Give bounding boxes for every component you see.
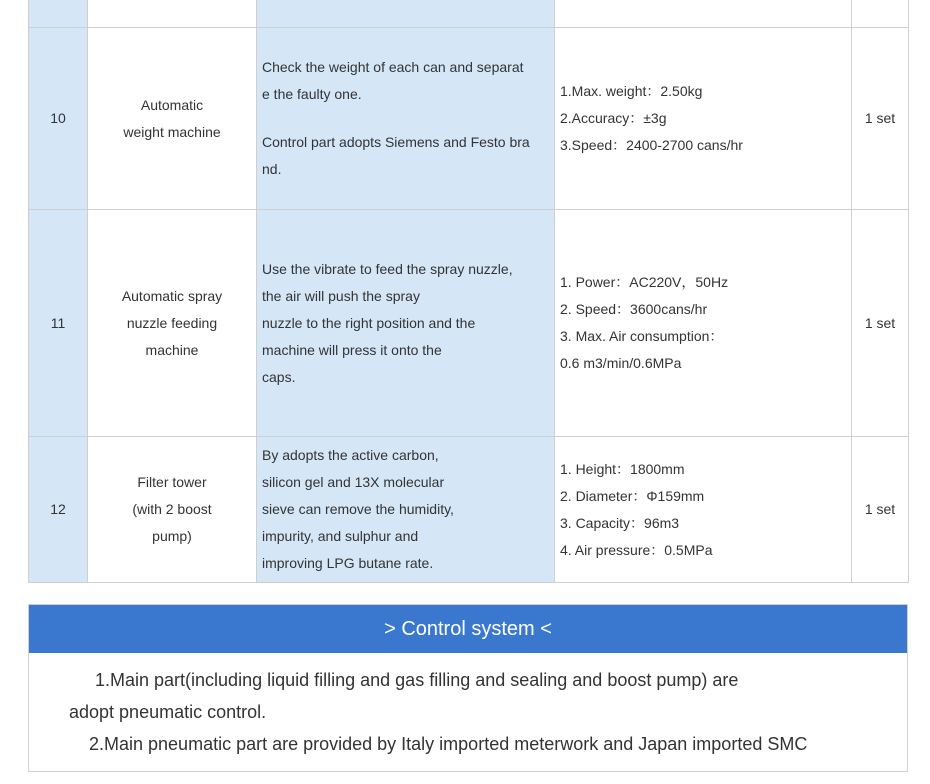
item-spec-line: 3. Max. Air consumption： (560, 328, 724, 344)
equipment-table-body (29, 0, 909, 583)
item-description-line: nd. (262, 161, 282, 177)
item-name-cell (88, 0, 257, 28)
paragraph-gap (262, 108, 550, 129)
item-spec-line: 3. Capacity：96m3 (560, 514, 680, 531)
item-description-line: By adopts the active carbon, (262, 447, 439, 463)
table-row (29, 0, 909, 28)
item-number-cell: 11 (29, 210, 88, 437)
control-system-header: > Control system < (29, 605, 907, 653)
item-description-line: Control part adopts Siemens and Festo bra (262, 134, 530, 150)
equipment-table (28, 0, 909, 583)
control-paragraph-1: 1.Main part(including liquid filling and gas filling and sealing and boost pump) are (95, 670, 739, 690)
item-spec-line: 0.6 m3/min/0.6MPa (560, 355, 682, 371)
table-row (29, 28, 909, 210)
item-description-cell (257, 437, 555, 583)
item-spec-cell (555, 0, 852, 28)
item-description-line: impurity, and sulphur and (262, 528, 419, 544)
item-description-line: nuzzle to the right position and the (262, 314, 476, 331)
item-name-line: pump) (152, 528, 192, 544)
item-name-cell (88, 437, 257, 583)
item-description-cell (257, 28, 555, 210)
item-name-line: Automatic spray (121, 287, 223, 304)
item-description-line: Use the vibrate to feed the spray nuzzle, (262, 260, 513, 277)
item-name-line: weight machine (123, 123, 221, 140)
item-description-line: Check the weight of each can and separat (262, 59, 524, 75)
item-spec-line: 2.Accuracy：±3g (560, 110, 667, 126)
item-spec-line: 1. Height：1800mm (560, 460, 685, 477)
control-system-section (28, 604, 908, 772)
item-spec-line: 2. Speed：3600cans/hr (560, 301, 708, 317)
item-number-cell: 10 (29, 28, 88, 210)
item-spec-line: 1. Power：AC220V，50Hz (560, 274, 729, 290)
item-description-line: e the faulty one. (262, 86, 362, 102)
item-quantity-cell: 1 set (852, 28, 909, 210)
item-description-cell (257, 210, 555, 437)
item-name-line: Automatic (140, 96, 204, 113)
item-spec-cell (555, 210, 852, 437)
item-spec-cell (555, 28, 852, 210)
item-spec-line: 4. Air pressure：0.5MPa (560, 541, 713, 558)
item-quantity-cell (852, 0, 909, 28)
item-name-line: (with 2 boost (132, 501, 212, 517)
table-row (29, 210, 909, 437)
item-spec-cell (555, 437, 852, 583)
control-system-body (29, 653, 907, 760)
item-number-cell: 12 (29, 437, 88, 583)
item-description-line: silicon gel and 13X molecular (262, 474, 445, 490)
item-name-line: Filter tower (137, 474, 207, 490)
table-row (29, 437, 909, 583)
item-name-line: machine (145, 341, 199, 358)
item-spec-line: 1.Max. weight：2.50kg (560, 83, 703, 99)
item-description-line: caps. (262, 368, 296, 385)
item-spec-line: 3.Speed：2400-2700 cans/hr (560, 137, 743, 153)
item-description-line: machine will press it onto the (262, 341, 442, 358)
item-name-cell (88, 28, 257, 210)
control-paragraph-2: 2.Main pneumatic part are provided by Italy imported meterwork and Japan imported SMC (89, 734, 808, 754)
item-name-cell (88, 210, 257, 437)
control-paragraph-1-cont: adopt pneumatic control. (69, 702, 267, 722)
item-spec-line: 2. Diameter：Φ159mm (560, 487, 705, 504)
item-description-cell (257, 0, 555, 28)
item-number-cell (29, 0, 88, 28)
item-description-line: improving LPG butane rate. (262, 555, 434, 571)
item-name-line: nuzzle feeding (126, 314, 218, 331)
item-quantity-cell: 1 set (852, 210, 909, 437)
item-quantity-cell: 1 set (852, 437, 909, 583)
item-description-line: the air will push the spray (262, 287, 420, 304)
item-description-line: sieve can remove the humidity, (262, 501, 454, 517)
